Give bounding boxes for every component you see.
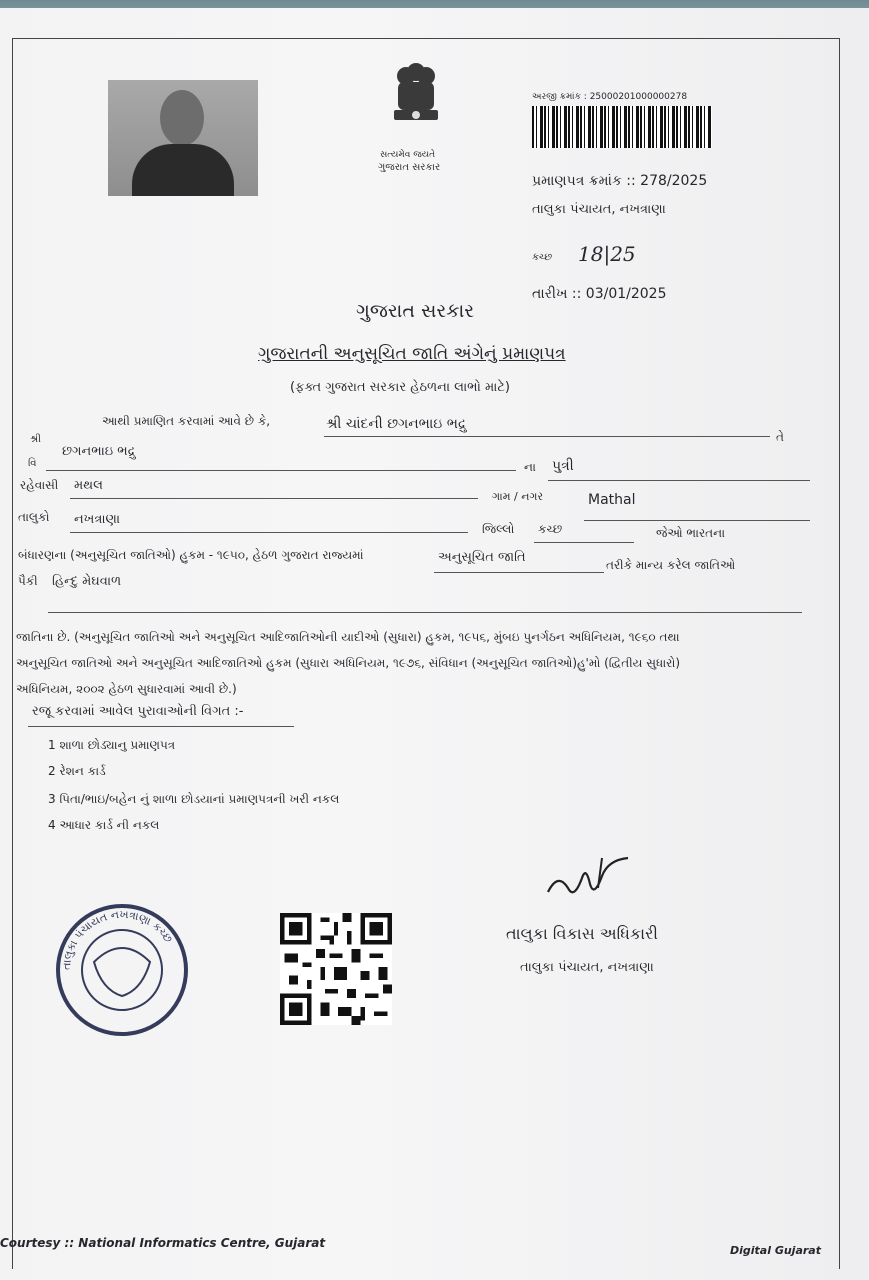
footer-courtesy: Courtesy :: National Informatics Centre, Gujarat [0,1236,326,1250]
te-text: તે [776,430,784,444]
order-text: બંધારણના (અનુસૂચિત જાતિઓ) હુકમ - ૧૯૫૦, હેઠળ ગુજરાત રાજ્યમાં [18,548,364,562]
evidence-item: 1 શાળા છોડ્યાનુ પ્રમાણપત્ર [48,738,176,752]
paiki-text: પૈકી [18,574,38,588]
relation-line [548,480,810,481]
evidence-item: 4 આધાર કાર્ડ ની નકલ [48,818,160,832]
signatory-designation: તાલુકા વિકાસ અધિકારી [506,924,658,943]
name-value: શ્રી ચાંદની છગનભાઇ ભદ્રુ [326,416,467,432]
application-number: અરજી ક્રમાંક : 25000201000000278 [532,92,688,102]
emblem-caption-2: ગુજરાત સરકાર [378,162,441,173]
taluka-label: તાલુકો [18,510,50,524]
qr-code [280,912,392,1026]
caste-value: હિન્દુ મેઘવાળ [52,574,122,589]
paragraph-line-1: જાતિના છે. (અનુસૂચિત જાતિઓ અને અનુસૂચિત આદિજાતિઓની યાદીઓ (સુધારા) હુકમ, ૧૯૫૬, મુંબઇ પુનર્ગઠન અધિનિયમ, ૧૯૬૦ તથા [16,630,680,644]
shri-prefix: શ્રી [30,434,42,445]
certificate-title: ગુજરાતની અનુસૂચિત જાતિ અંગેનું પ્રમાણપત્ર [258,344,566,364]
office-seal-icon [54,902,190,1038]
evidence-heading-underline [28,726,294,727]
evidence-heading: રજૂ કરવામાં આવેલ પુરાવાઓની વિગત :- [32,704,244,719]
intro-text: આથી પ્રમાણિત કરવામાં આવે છે કે, [102,414,271,428]
seal-ring-text: તાલુકા પંચાયત નખત્રાણા કચ્છ [59,907,176,971]
emblem-caption-1: સત્યમેવ જયતે [380,150,436,160]
evidence-item: 2 રેશન કાર્ડ [48,764,106,778]
district-line [534,542,634,543]
village-line [584,520,810,521]
relation-value: પુત્રી [552,458,574,474]
parent-name-value: છગનભાઇ ભદ્રુ [62,444,136,459]
vi-prefix: વિ [28,458,37,469]
page-border [12,38,840,1269]
barcode [532,106,712,148]
resident-value: મથલ [74,478,103,493]
footer-brand: Digital Gujarat [730,1244,821,1257]
signatory-office: તાલુકા પંચાયત, નખત્રાણા [520,960,654,975]
applicant-photo [108,80,258,196]
evidence-item: 3 પિતા/ભાઇ/બહેન નું શાળા છોડયાનાં પ્રમાણપત્રની ખરી નકલ [48,792,340,806]
taluka-value: નખત્રાણા [74,512,121,527]
caste-line [48,612,802,613]
na-text: ના [524,460,536,474]
jeo-bharat-text: જેઓ ભારતના [656,526,726,540]
issue-date: તારીખ :: 03/01/2025 [532,286,667,302]
handwritten-reference: 18|25 [578,242,636,266]
recognized-text: તરીકે માન્ય કરેલ જાતિઓ [606,558,736,572]
certificate-subtitle: (ફક્ત ગુજરાત સરકાર હેઠળના લાભો માટે) [290,380,510,395]
paragraph-line-3: અધિનિયમ, ૨૦૦૨ હેઠળ સુધારવામાં આવી છે.) [16,682,237,696]
category-value: અનુસૂચિત જાતિ [438,550,526,565]
village-value: Mathal [588,492,636,508]
parent-name-line [46,470,516,471]
paragraph-line-2: અનુસૂચિત જાતિઓ અને અનુસૂચિત આદિજાતિઓ હુકમ (સુધારા અધિનિયમ, ૧૯૭૬, સંવિધાન (અનુસૂચિત જાતિઓ)હુ'મો (દ્વિતીય સુધારો) [16,656,681,670]
resident-line [70,498,478,499]
issuing-office: તાલુકા પંચાયત, નખત્રાણા [532,202,666,217]
category-line [434,572,604,573]
government-title: ગુજરાત સરકાર [356,300,475,322]
handwritten-ref-label: કચ્છ [532,252,553,263]
state-emblem-icon [378,62,454,152]
taluka-line [70,532,468,533]
certificate-number: પ્રમાણપત્ર ક્રમાંક :: 278/2025 [532,173,708,189]
village-label: ગામ / નગર [492,490,544,503]
district-value: કચ્છ [538,522,563,536]
signature-icon [540,852,632,912]
name-line [324,436,770,437]
resident-label: રહેવાસી [20,478,59,492]
district-label: જિલ્લો [482,522,515,536]
